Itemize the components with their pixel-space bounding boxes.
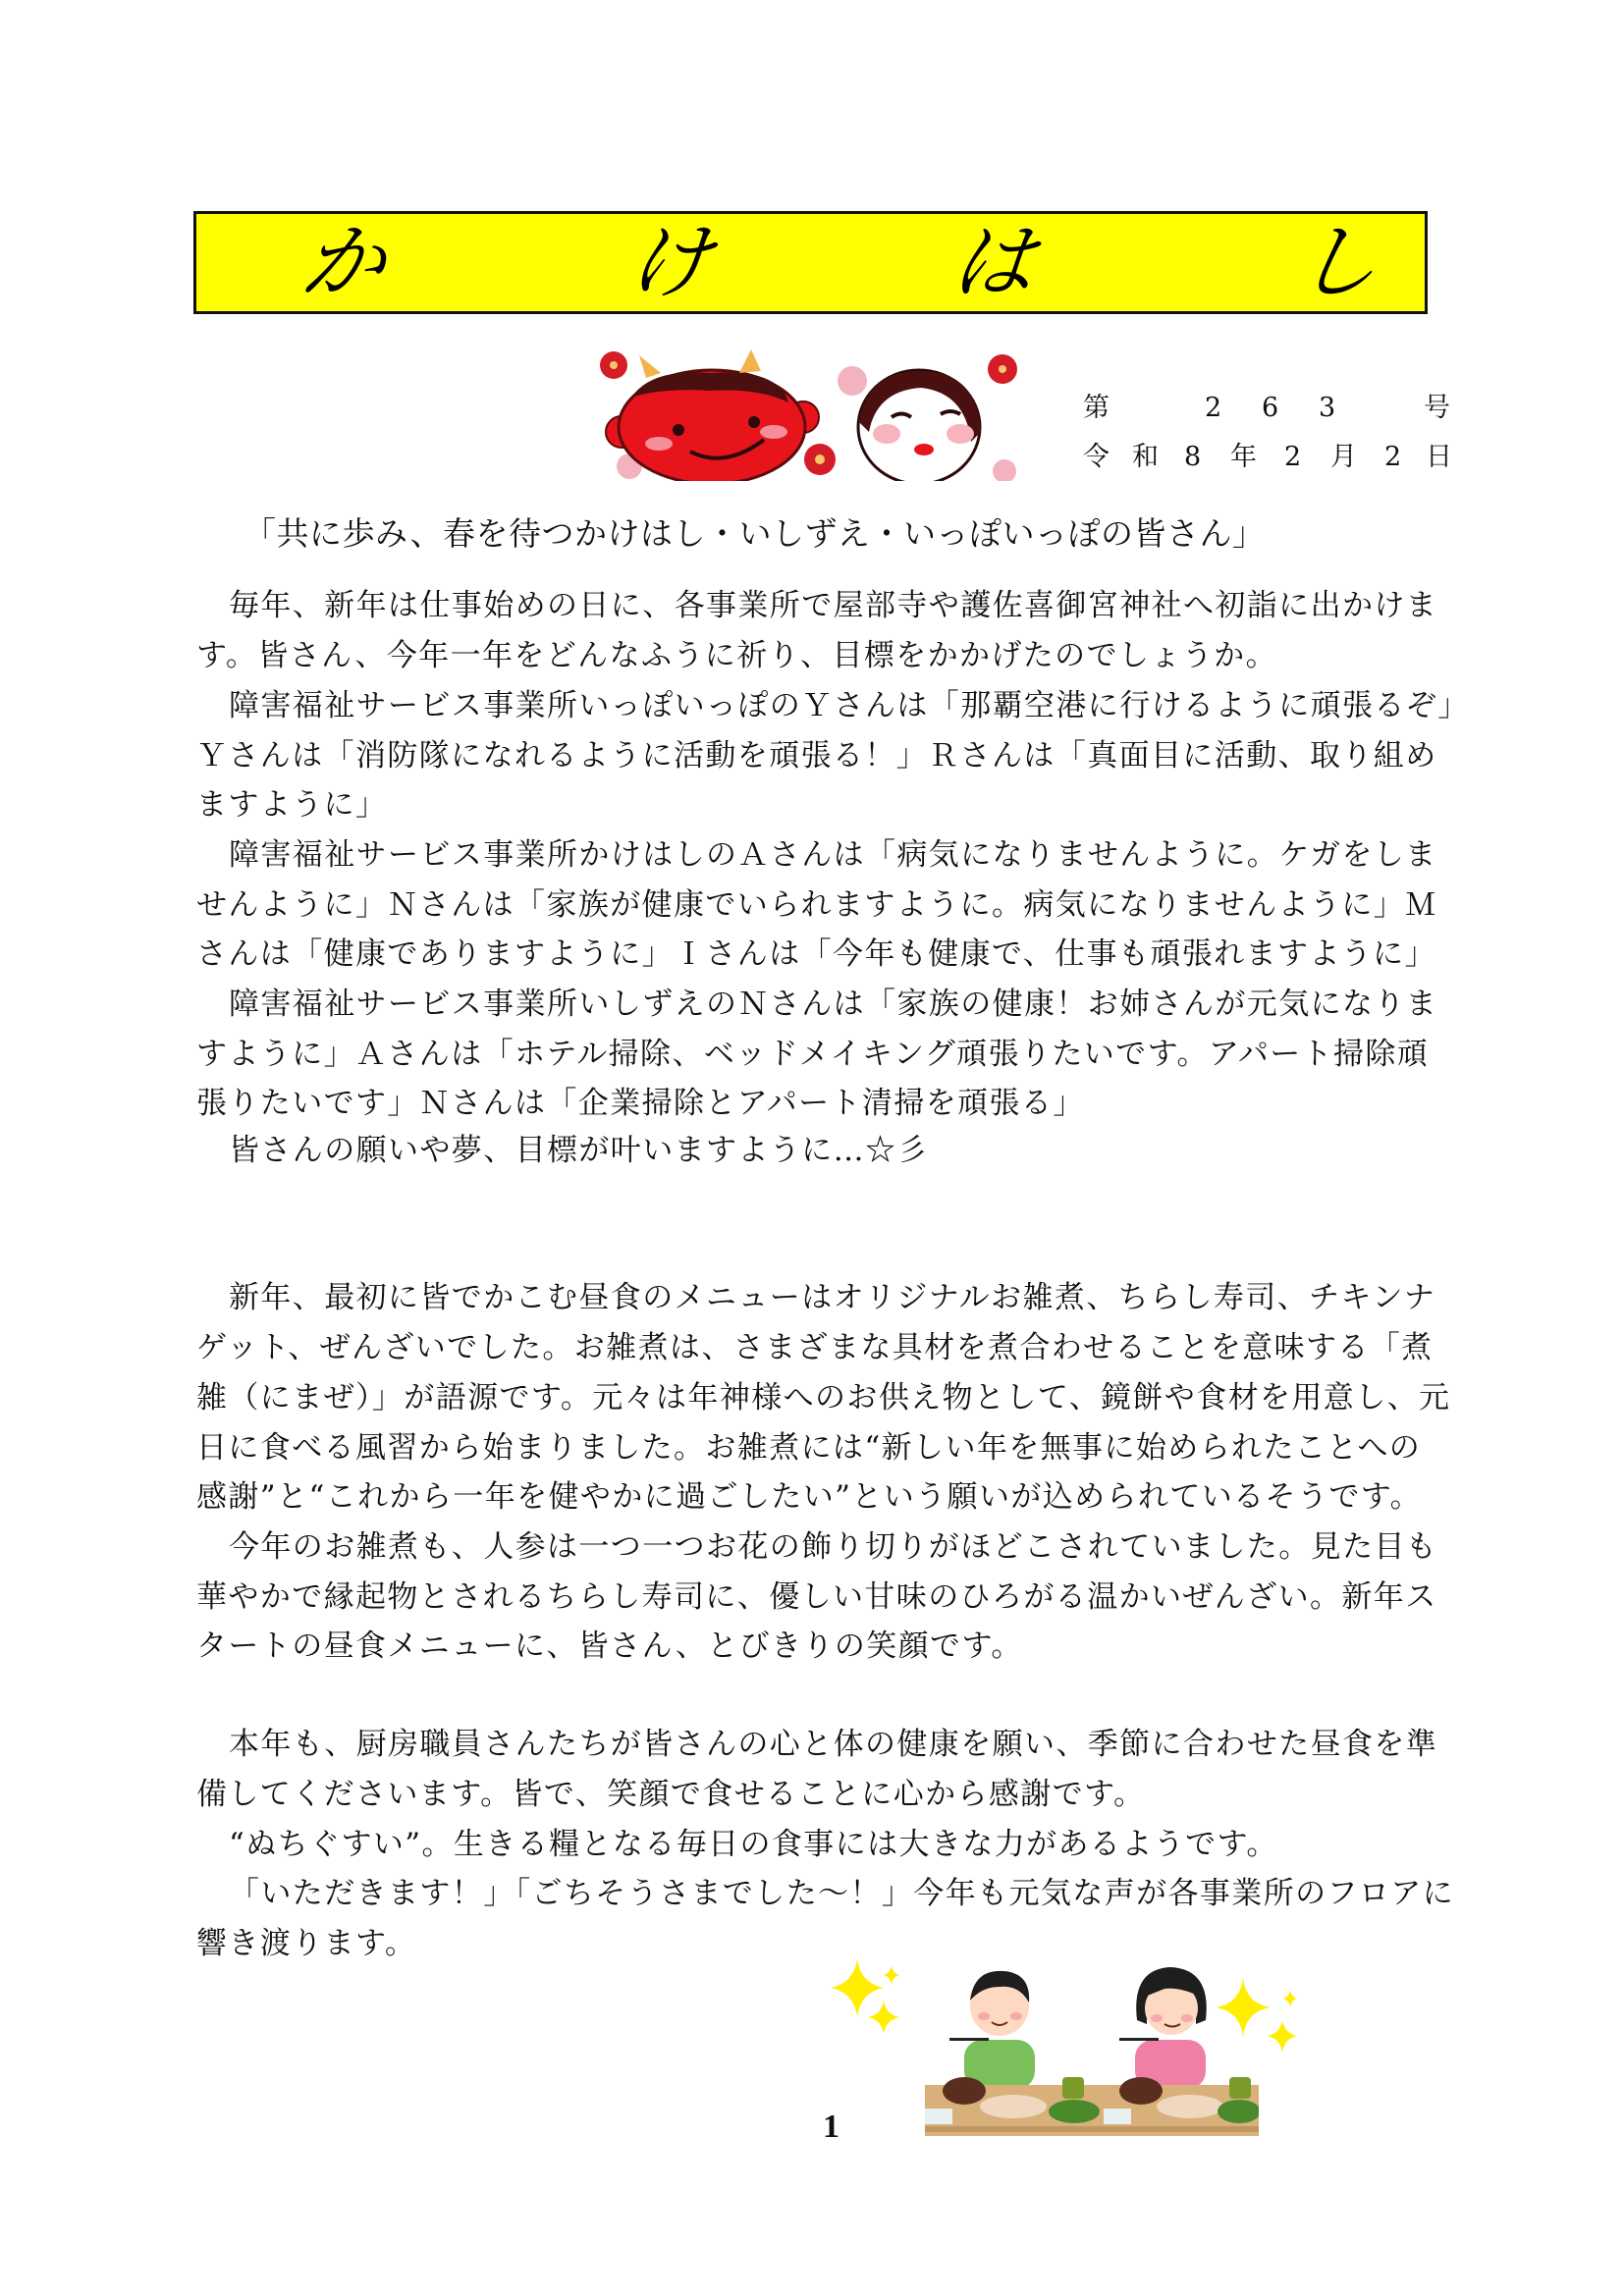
paragraph-line: 「いただきます！」「ごちそうさまでした～！」今年も元気な声が各事業所のフロアに <box>229 1876 1455 1911</box>
paragraph-line: 雑（にまぜ）」が語源です。元々は年神様へのお供え物として、鏡餅や食材を用意し、元 <box>196 1380 1451 1415</box>
title-char: は <box>946 214 1042 310</box>
paragraph-line: 皆さんの願いや夢、目標が叶いますように…☆彡 <box>229 1133 929 1168</box>
oni-face-icon <box>606 349 819 481</box>
article-headline: 「共に歩み、春を待つかけはし・いしずえ・いっぽいっぽの皆さん」 <box>244 514 1266 553</box>
issue-digit: 3 <box>1319 393 1336 423</box>
children-eating-illustration <box>925 1959 1259 2136</box>
paragraph-line: 本年も、厨房職員さんたちが皆さんの心と体の健康を願い、季節に合わせた昼食を準 <box>229 1727 1438 1762</box>
boy-icon <box>949 1971 1035 2089</box>
date-part: 2 <box>1284 442 1302 472</box>
paragraph-line: 障害福祉サービス事業所かけはしのＡさんは「病気になりませんように。ケガをしま <box>229 837 1437 873</box>
paragraph-line: Ｙさんは「消防隊になれるように活動を頑張る！」Ｒさんは「真面目に活動、取り組め <box>196 738 1437 774</box>
paragraph-line: さんは「健康でありますように」Ｉさんは「今年も健康で、仕事も頑張れますように」 <box>196 936 1436 972</box>
paragraph-line: 張りたいです」Ｎさんは「企業掃除とアパート清掃を頑張る」 <box>196 1086 1085 1121</box>
paragraph-line: 障害福祉サービス事業所いしずえのＮさんは「家族の健康！お姉さんが元気になりま <box>229 987 1438 1022</box>
date-part: 2 <box>1384 442 1402 472</box>
otafuku-face-icon <box>858 370 981 481</box>
date-part: 和 <box>1132 442 1159 472</box>
paragraph-line: 今年のお雑煮も、人参は一つ一つお花の飾り切りがほどこされていました。見た目も <box>229 1529 1438 1565</box>
sparkle-icon <box>823 1953 911 2042</box>
paragraph-line: 備してくださいます。皆で、笑顔で食せることに心から感謝です。 <box>196 1777 1146 1812</box>
date-part: 日 <box>1426 442 1452 472</box>
paragraph-line: 新年、最初に皆でかこむ昼食のメニューはオリジナルお雑煮、ちらし寿司、チキンナ <box>229 1280 1436 1315</box>
paragraph-line: す。皆さん、今年一年をどんなふうに祈り、目標をかかげたのでしょうか。 <box>196 638 1277 673</box>
issue-digit: 2 <box>1205 393 1222 423</box>
issue-prefix: 第 <box>1083 393 1110 423</box>
paragraph-line: 感謝”と“これから一年を健やかに過ごしたい”という願いが込められているそうです。 <box>196 1479 1423 1515</box>
paragraph-line: 日に食べる風習から始まりました。お雑煮には“新しい年を無事に始められたことへの <box>196 1430 1422 1466</box>
paragraph-line: 障害福祉サービス事業所いっぽいっぽのＹさんは「那覇空港に行けるように頑張るぞ」 <box>229 688 1470 723</box>
paragraph-line: タートの昼食メニューに、皆さん、とびきりの笑顔です。 <box>196 1629 1023 1664</box>
oni-otafuku-illustration <box>592 344 1024 481</box>
date-part: 8 <box>1184 442 1202 472</box>
girl-icon <box>1119 1967 1207 2089</box>
paragraph-line: 華やかで縁起物とされるちらし寿司に、優しい甘味のひろがる温かいぜんざい。新年ス <box>196 1579 1437 1615</box>
issue-suffix: 号 <box>1424 393 1450 423</box>
title-char: か <box>296 214 392 310</box>
paragraph-line: すように」Ａさんは「ホテル掃除、ベッドメイキング頑張りたいです。アパート掃除頑 <box>196 1037 1430 1072</box>
paragraph-line: “ぬちぐすい”。生きる糧となる毎日の食事には大きな力があるようです。 <box>229 1827 1278 1862</box>
page-number: 1 <box>823 2109 839 2145</box>
paragraph-line: ゲット、ぜんざいでした。お雑煮は、さまざまな具材を煮合わせることを意味する「煮 <box>196 1330 1434 1365</box>
paragraph-line: 響き渡ります。 <box>196 1926 417 1961</box>
paragraph-line: 毎年、新年は仕事始めの日に、各事業所で屋部寺や護佐喜御宮神社へ初詣に出かけま <box>229 588 1438 623</box>
date-part: 年 <box>1230 442 1257 472</box>
paragraph-line: せんように」Ｎさんは「家族が健康でいられますように。病気になりませんように」Ｍ <box>196 887 1437 923</box>
date-part: 令 <box>1083 442 1110 472</box>
date-part: 月 <box>1330 442 1357 472</box>
title-char: し <box>1289 214 1385 310</box>
paragraph-line: ますように」 <box>196 787 388 823</box>
title-char: け <box>622 214 718 310</box>
issue-digit: 6 <box>1262 393 1279 423</box>
title-banner <box>193 211 1428 314</box>
